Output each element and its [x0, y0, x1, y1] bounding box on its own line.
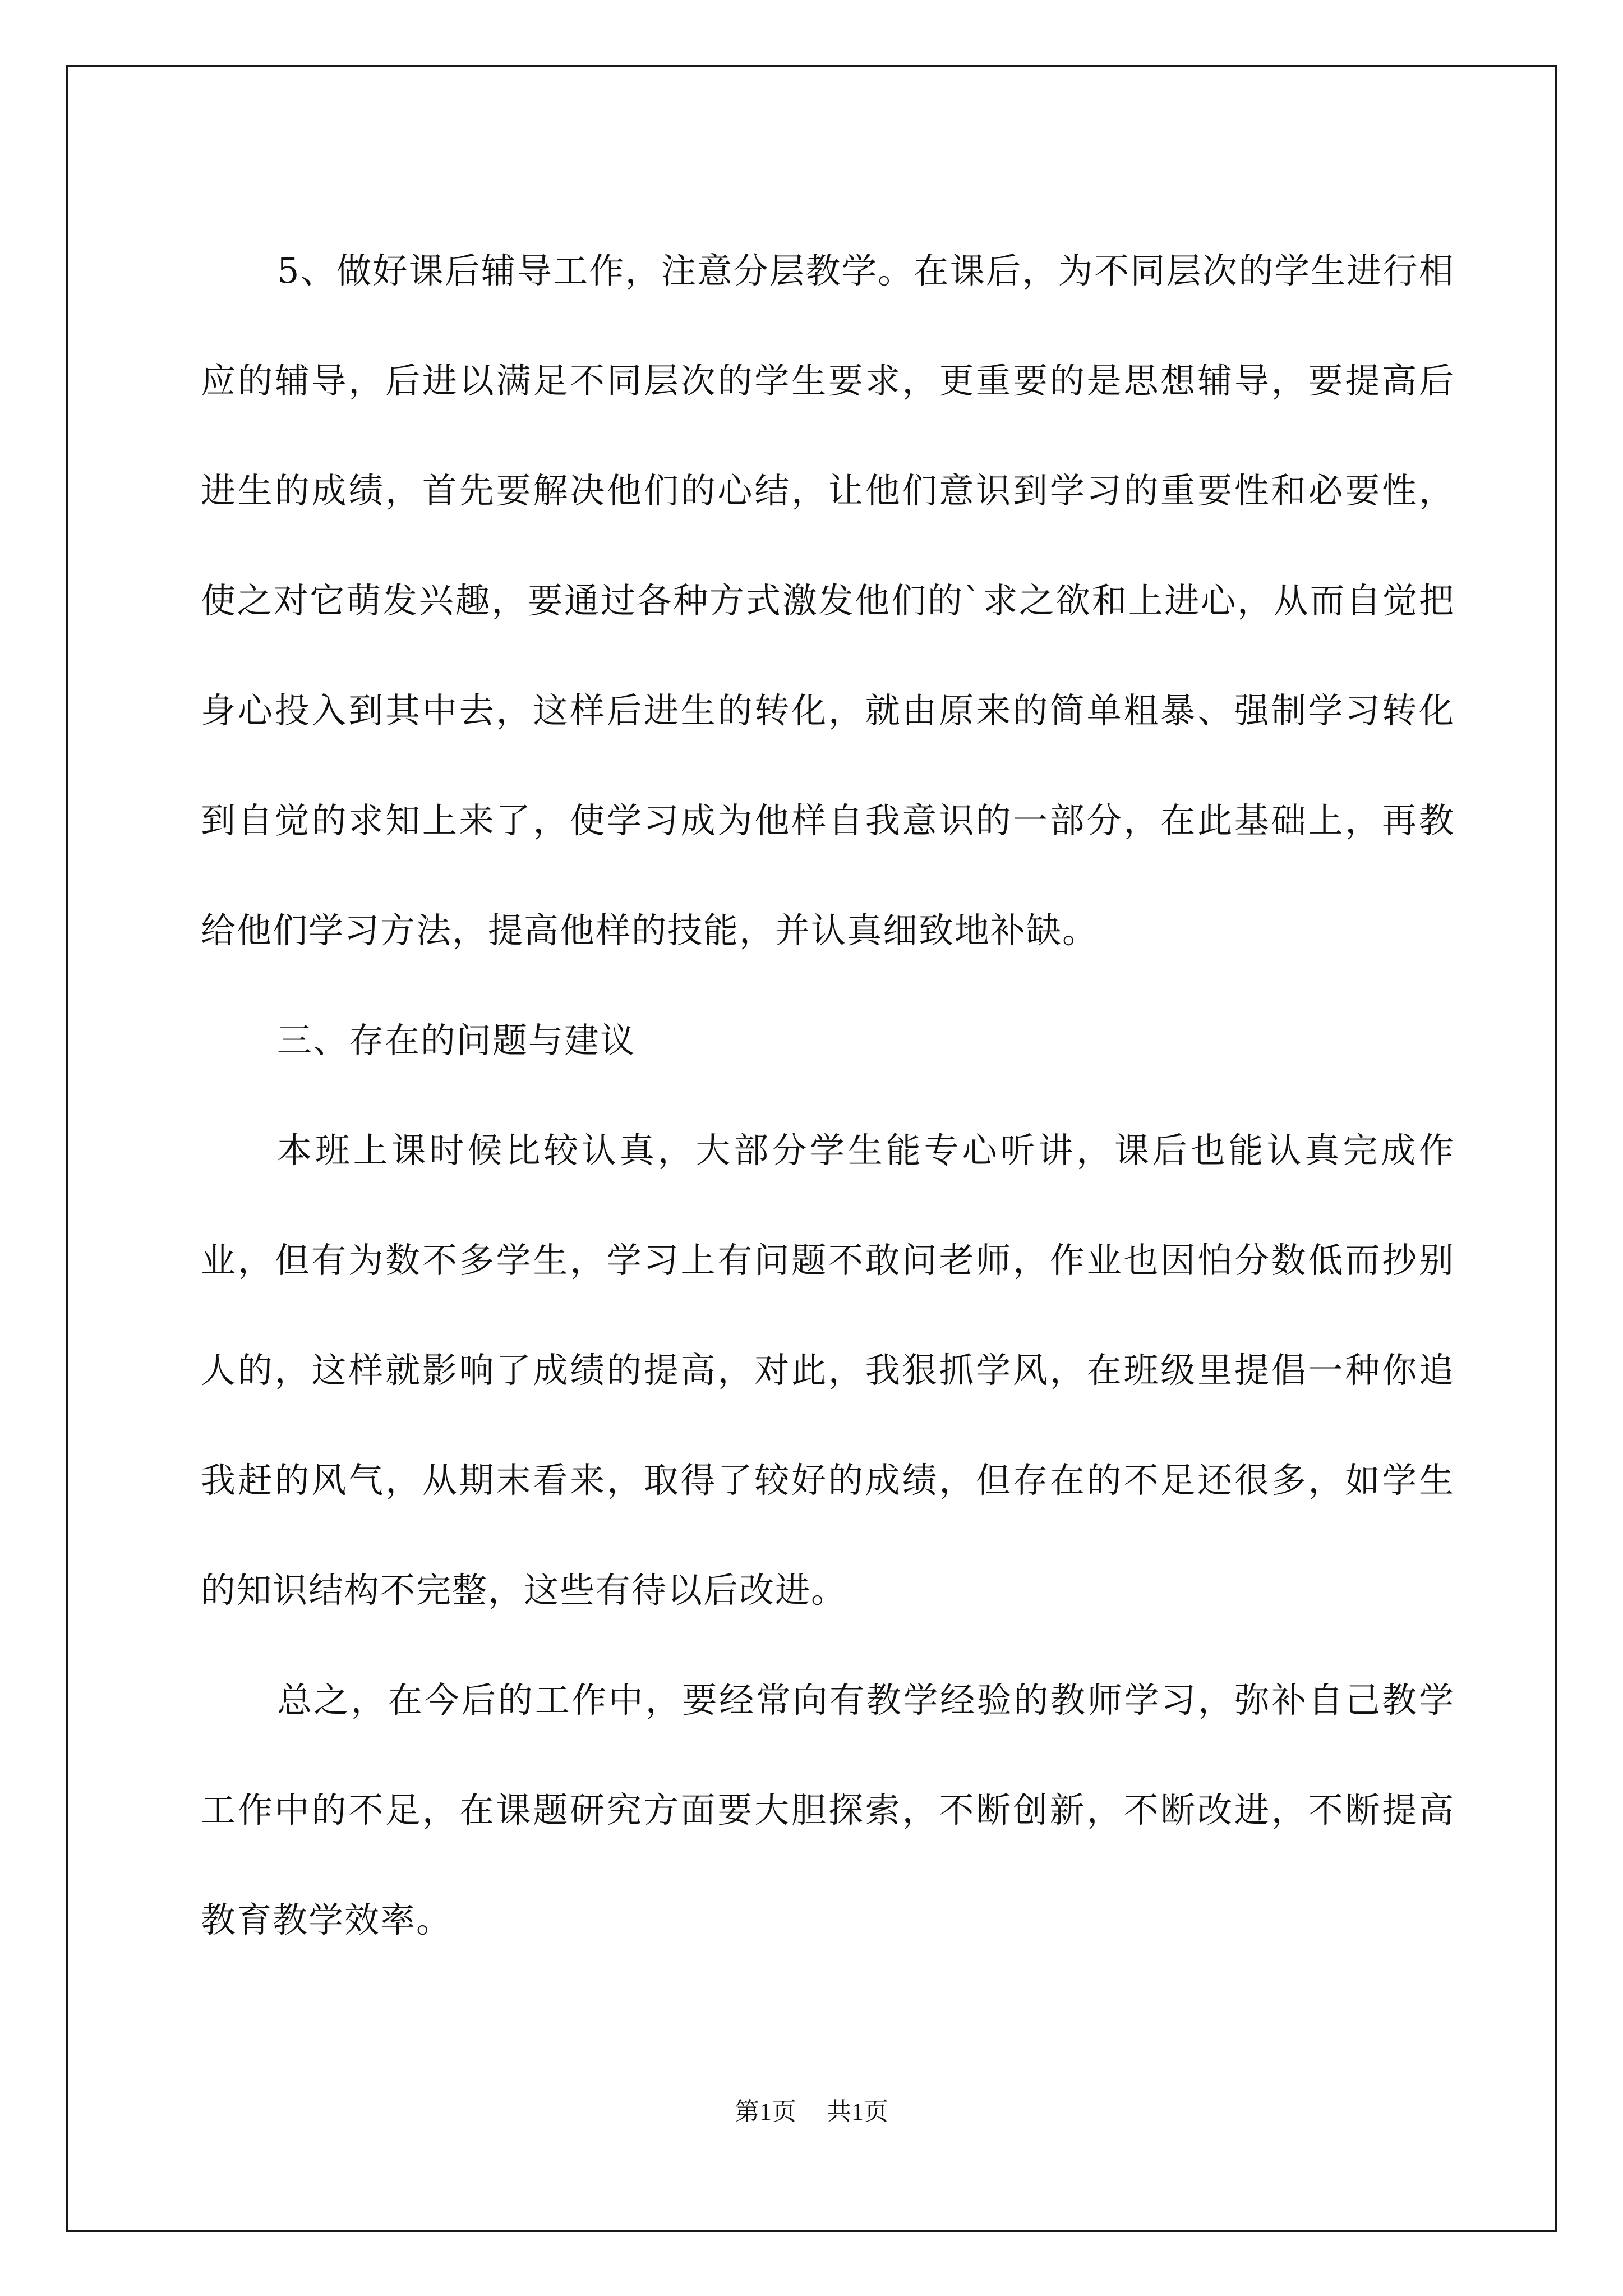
- paragraph-class-status: 本班上课时候比较认真，大部分学生能专心听讲，课后也能认真完成作业，但有为数不多学生，学习上有问题不敢问老师，作业也因怕分数低而抄别人的，这样就影响了成绩的提高，对此，我狠抓学风，在班级里提倡一种你追我赶的风气，从期末看来，取得了较好的成绩，但存在的不足还很多，如学生的知识结构不完整，这些有待以后改进。: [201, 1130, 1455, 1611]
- paragraph-tutoring: 5、做好课后辅导工作，注意分层教学。在课后，为不同层次的学生进行相应的辅导，后进以满足不同层次的学生要求，更重要的是思想辅导，要提高后进生的成绩，首先要解决他们的心结，让他们意识到学习的重要性和必要性，使之对它萌发兴趣，要通过各种方式激发他们的`求之欲和上进心，从而自觉把身心投入到其中去，这样后进生的转化，就由原来的简单粗暴、强制学习转化到自觉的求知上来了，使学习成为他样自我意识的一部分，在此基础上，再教给他们学习方法，提高他样的技能，并认真细致地补缺。: [201, 250, 1455, 951]
- document-body: [201, 216, 1455, 1975]
- paragraph-conclusion: 总之，在今后的工作中，要经常向有教学经验的教师学习，弥补自己教学工作中的不足，在课题研究方面要大胆探索，不断创新，不断改进，不断提高教育教学效率。: [201, 1680, 1455, 1940]
- page-number-total: 共1页: [827, 2098, 888, 2125]
- page-number-current: 第1页: [735, 2098, 796, 2125]
- section-heading-problems-suggestions: 三、存在的问题与建议: [277, 1020, 637, 1061]
- page-footer: [0, 2091, 1623, 2127]
